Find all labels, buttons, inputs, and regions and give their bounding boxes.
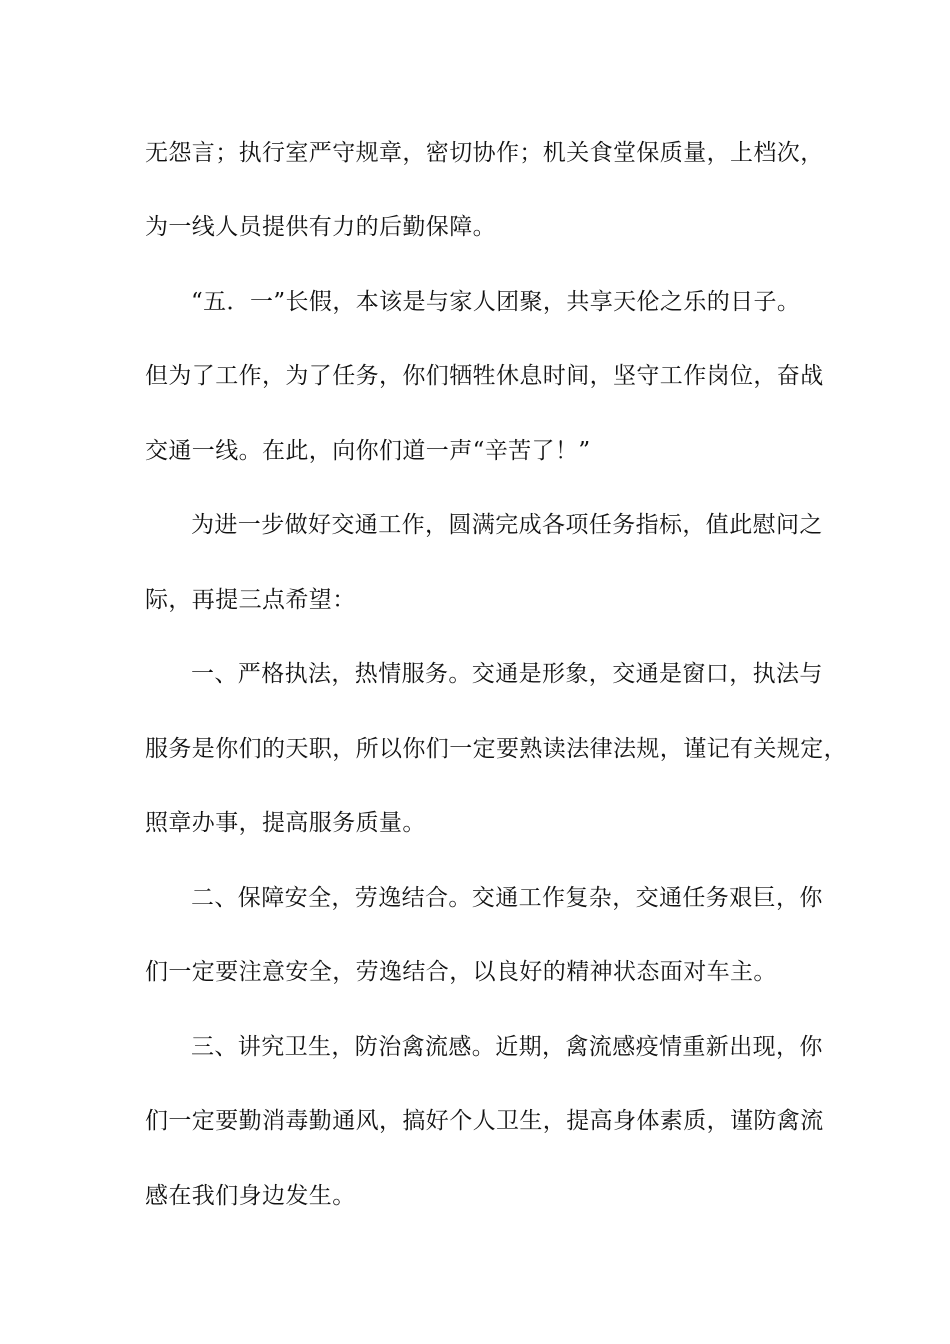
paragraph-start-line: 三、讲究卫生，防治禽流感。近期，禽流感疫情重新出现，你 — [191, 1034, 823, 1060]
text-line: 无怨言；执行室严守规章，密切协作；机关食堂保质量，上档次， — [145, 140, 824, 166]
text-line: 们一定要勤消毒勤通风，搞好个人卫生，提高身体素质，谨防禽流 — [145, 1108, 824, 1134]
text-line: 为一线人员提供有力的后勤保障。 — [145, 214, 496, 240]
text-line: 交通一线。在此，向你们道一声“辛苦了！” — [145, 438, 591, 464]
text-line: 际，再提三点希望： — [145, 587, 356, 613]
text-line: 感在我们身边发生。 — [145, 1183, 356, 1209]
text-line: 但为了工作，为了任务，你们牺牲休息时间，坚守工作岗位，奋战 — [145, 363, 824, 389]
text-line: 服务是你们的天职，所以你们一定要熟读法律法规，谨记有关规定， — [145, 736, 847, 762]
paragraph-start-line: 为进一步做好交通工作，圆满完成各项任务指标，值此慰问之 — [191, 512, 823, 538]
paragraph-start-line: 二、保障安全，劳逸结合。交通工作复杂，交通任务艰巨，你 — [191, 885, 823, 911]
paragraph-start-line: “五．一”长假，本该是与家人团聚，共享天伦之乐的日子。 — [191, 289, 801, 315]
text-line: 照章办事，提高服务质量。 — [145, 810, 426, 836]
paragraph-start-line: 一、严格执法，热情服务。交通是形象，交通是窗口，执法与 — [191, 661, 823, 687]
text-line: 们一定要注意安全，劳逸结合，以良好的精神状态面对车主。 — [145, 959, 777, 985]
